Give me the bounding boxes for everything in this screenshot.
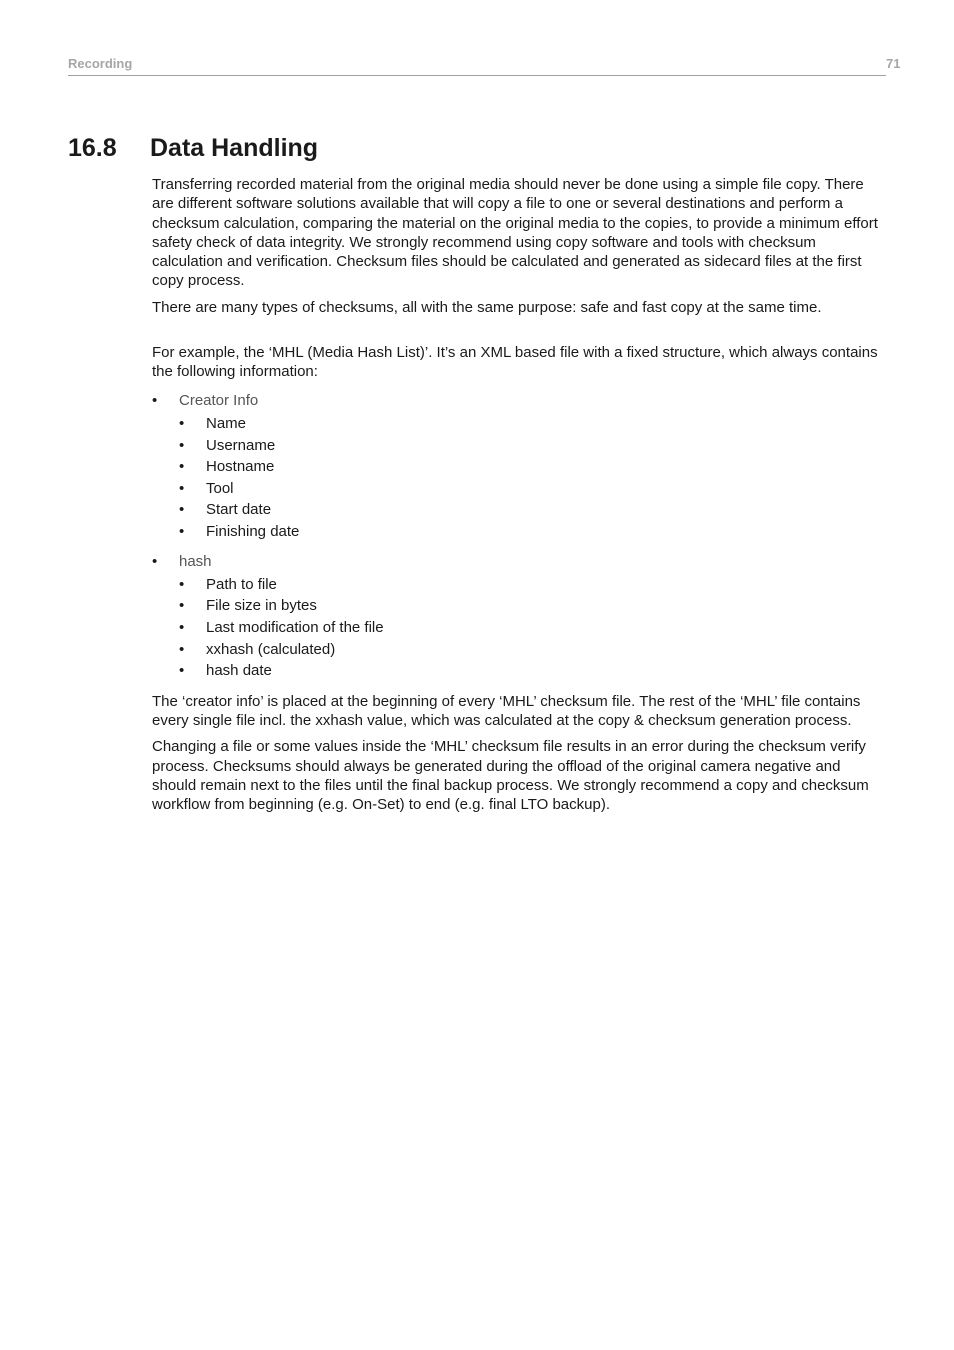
section-title: Data Handling <box>150 134 319 162</box>
list-group-hash <box>152 552 880 682</box>
bullet-glyph: • <box>179 501 185 519</box>
header-section-title: Recording <box>68 56 133 71</box>
list-item <box>179 413 880 435</box>
list-group-label: Creator Info <box>179 391 259 409</box>
list-item-text: Start date <box>206 501 272 519</box>
bullet-glyph: • <box>179 640 185 658</box>
list-item-text: File size in bytes <box>206 597 317 615</box>
list-item-text: Tool <box>206 479 234 497</box>
list-item <box>179 521 880 543</box>
list-item <box>179 435 880 457</box>
list-item <box>179 660 880 682</box>
creator-info-sublist <box>179 413 880 543</box>
list-group-creator-info <box>152 391 880 543</box>
bullet-glyph: • <box>179 458 185 476</box>
paragraph-creator-info: The ‘creator info’ is placed at the beginning of every ‘MHL’ checksum file. The rest of the ‘MHL’ file contains every single file incl. the xxhash value, which was calculated at the copy & checksum generation process. <box>152 692 861 730</box>
list-item <box>179 499 880 521</box>
mhl-contents-list <box>152 391 880 682</box>
section-heading <box>68 134 318 163</box>
list-item-text: Username <box>206 436 276 454</box>
list-item-text: hash date <box>206 662 272 680</box>
mhl-contents-list-wrapper <box>152 391 880 682</box>
running-header <box>68 56 901 76</box>
page-number: 71 <box>886 56 901 71</box>
list-item-text: Finishing date <box>206 522 300 540</box>
list-item-text: Last modification of the file <box>206 619 384 637</box>
bullet-glyph: • <box>152 391 158 409</box>
bullet-glyph: • <box>179 436 185 454</box>
bullet-glyph: • <box>179 662 185 680</box>
bullet-glyph: • <box>179 479 185 497</box>
list-item <box>179 478 880 500</box>
hash-sublist <box>179 574 880 682</box>
bullet-glyph: • <box>179 597 185 615</box>
list-item-text: Name <box>206 414 247 432</box>
list-item <box>179 456 880 478</box>
list-item <box>179 595 880 617</box>
section-body <box>152 175 880 822</box>
paragraph-verify-process: Changing a file or some values inside the ‘MHL’ checksum file results in an error during the checksum verify process. Checksums should always be generated during the offload of the original camera negative and should remain next to the files until the final backup process. We strongly recommend a copy and checksum workflow from beginning (e.g. On-Set) to end (e.g. final LTO backup). <box>152 738 869 814</box>
bullet-glyph: • <box>179 414 185 432</box>
list-group-label: hash <box>179 552 212 570</box>
list-item-text: Hostname <box>206 458 275 476</box>
list-item-text: xxhash (calculated) <box>206 640 336 658</box>
paragraph-mhl-example: For example, the ‘MHL (Media Hash List)’. It’s an XML based file with a fixed structure, which always contains the following information: <box>152 344 878 381</box>
list-item <box>179 574 880 596</box>
list-item <box>179 617 880 639</box>
list-item <box>179 639 880 661</box>
paragraph-checksum-types: There are many types of checksums, all with the same purpose: safe and fast copy at the same time. <box>152 298 822 316</box>
bullet-glyph: • <box>179 575 185 593</box>
list-item-text: Path to file <box>206 575 277 593</box>
bullet-glyph: • <box>179 619 185 637</box>
section-number: 16.8 <box>68 134 117 162</box>
paragraph-intro: Transferring recorded material from the original media should never be done using a simple file copy. There are different software solutions available that will copy a file to one or several destinations and perform a checksum calculation, comparing the material on the original media to the copies, to provide a minimum effort safety check of data integrity. We strongly recommend using copy software and tools with checksum calculation and verification. Checksum files should be calculated and generated as sidecard files at the first copy process. <box>152 176 878 290</box>
bullet-glyph: • <box>179 522 185 540</box>
bullet-glyph: • <box>152 552 158 570</box>
